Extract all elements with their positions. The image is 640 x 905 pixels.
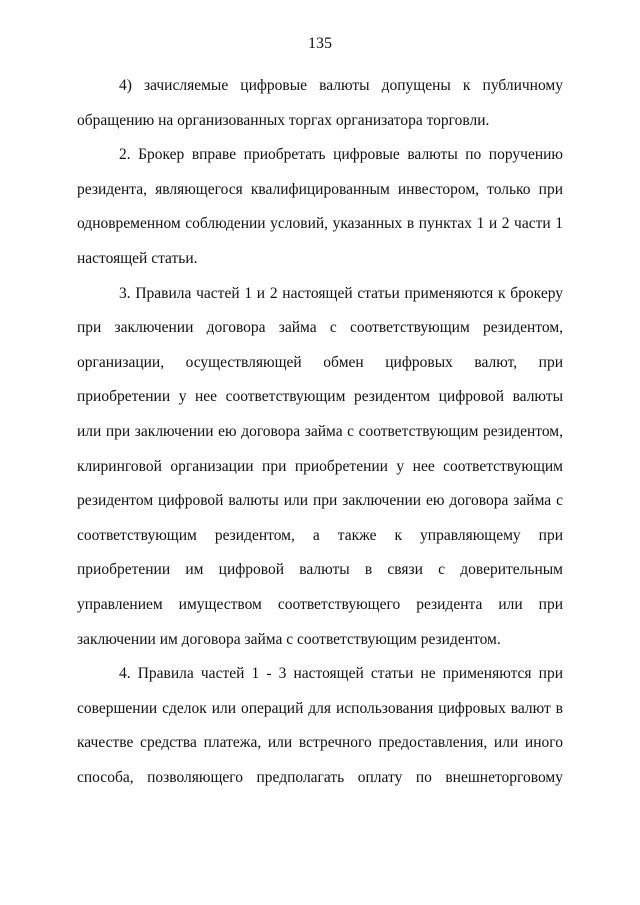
- paragraph-part-3: 3. Правила частей 1 и 2 настоящей статьи применяются к брокеру при заключении договора займа с соответствующим резидентом, организации, осуществляющей обмен цифровых валют, при приобретении у нее соответствующим резидентом цифровой валюты или при заключении ею договора займа с соответствующим резидентом, клиринговой организации при приобретении у нее соответствующим резидентом цифровой валюты или при заключении ею договора займа с соответствующим резидентом, а также к управляющему при приобретении им цифровой валюты в связи с доверительным управлением имуществом соответствующего резидента или при заключении им договора займа с соответствующим резидентом.: [77, 284, 563, 648]
- paragraph-part-4: 4. Правила частей 1 - 3 настоящей статьи не применяются при совершении сделок или операций для использования цифровых валют в качестве средства платежа, или встречного предоставления, или иного способа, позволяющего предполагать оплату по внешнеторговому: [77, 665, 563, 786]
- document-body: [77, 69, 563, 795]
- paragraph-part-2: 2. Брокер вправе приобретать цифровые валюты по поручению резидента, являющегося квалифицированным инвестором, только при одновременном соблюдении условий, указанных в пунктах 1 и 2 части 1 настоящей статьи.: [77, 146, 563, 267]
- paragraph-item-4: 4) зачисляемые цифровые валюты допущены к публичному обращению на организованных торгах организатора торговли.: [77, 77, 563, 129]
- page-number: 135: [308, 35, 332, 52]
